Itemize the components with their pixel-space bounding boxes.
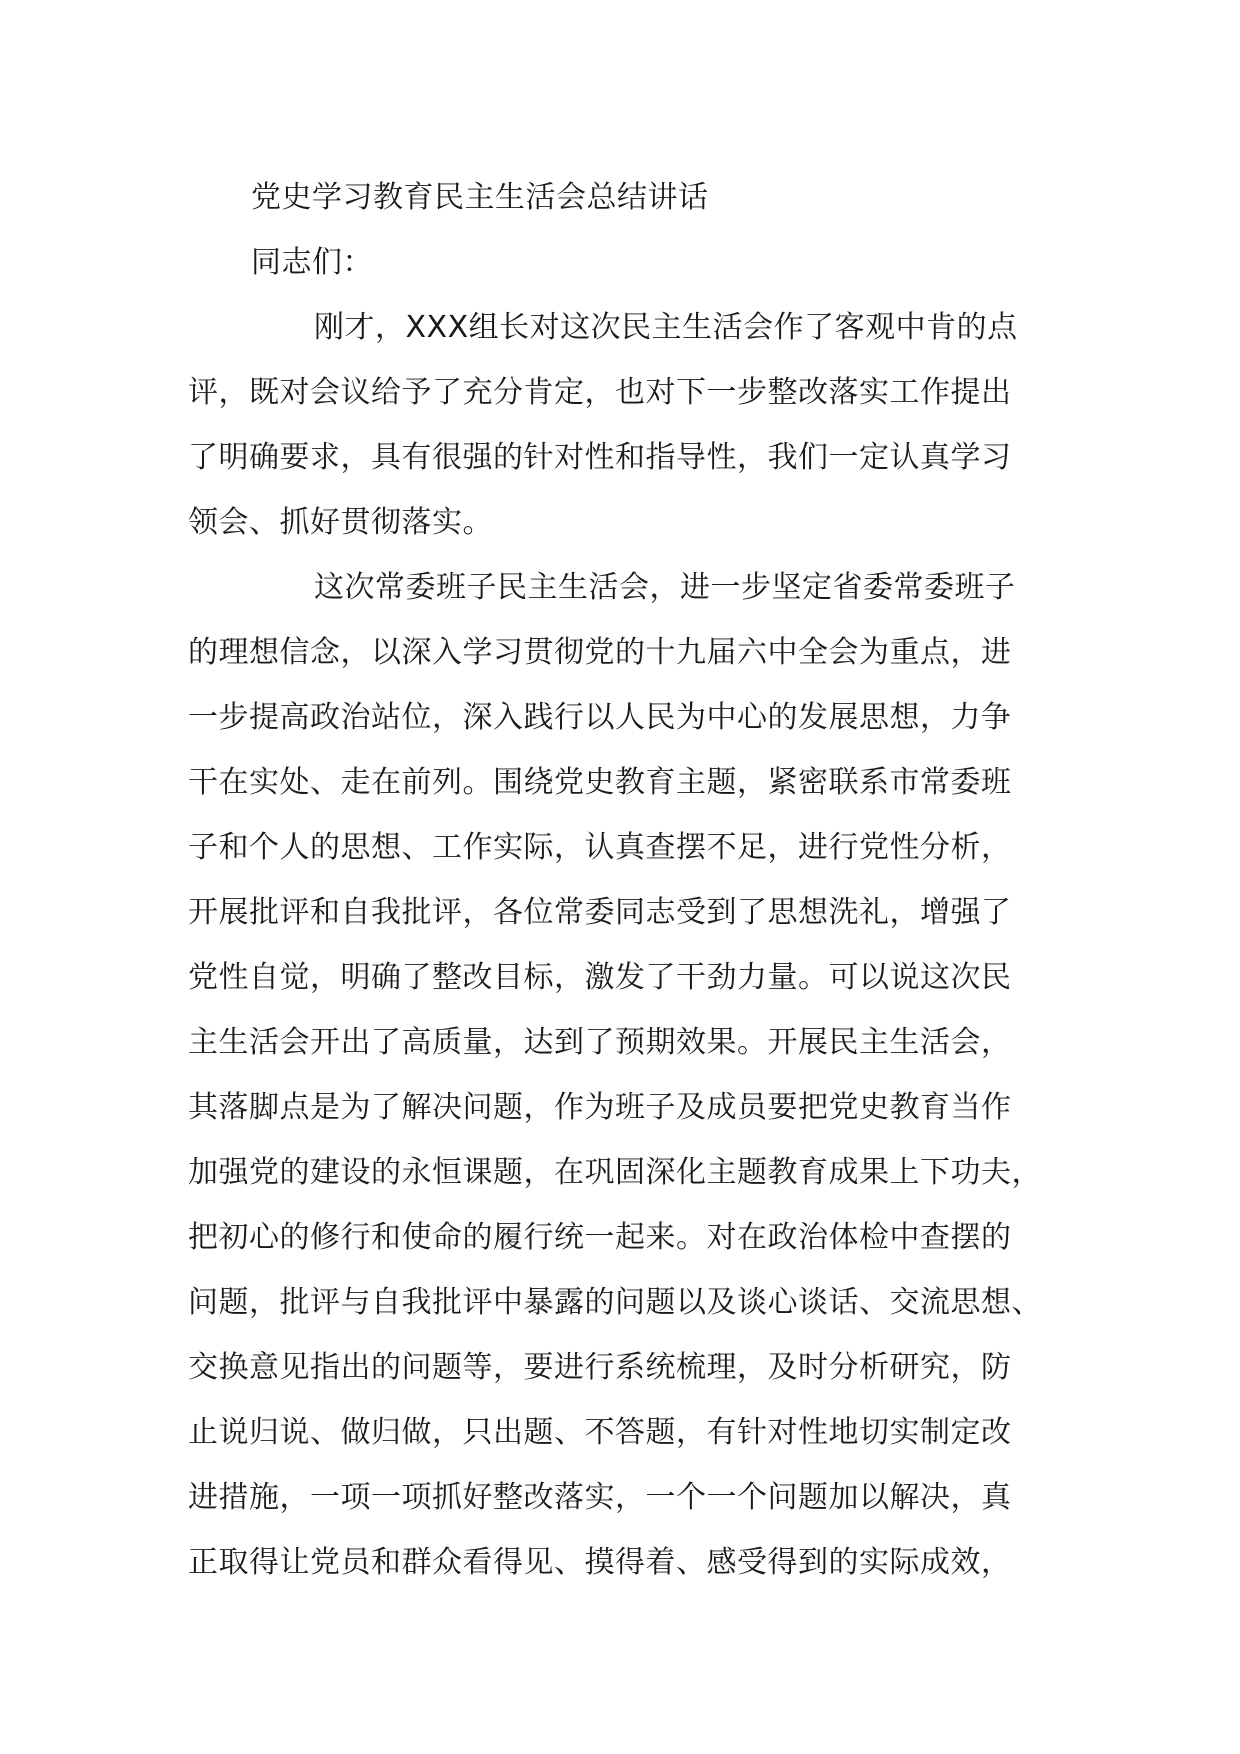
paragraph-2-line-4: 干在实处、走在前列。围绕党史教育主题，紧密联系市常委班 <box>188 765 1012 800</box>
paragraph-1-line-3: 了明确要求，具有很强的针对性和指导性，我们一定认真学习 <box>188 440 1012 475</box>
paragraph-1-line-4: 领会、抓好贯彻落实。 <box>188 505 493 540</box>
paragraph-2-line-16: 正取得让党员和群众看得见、摸得着、感受得到的实际成效， <box>188 1545 1012 1580</box>
greeting: 同志们： <box>251 245 373 280</box>
paragraph-2-line-2: 的理想信念，以深入学习贯彻党的十九届六中全会为重点，进 <box>188 635 1012 670</box>
paragraph-2-line-12: 问题，批评与自我批评中暴露的问题以及谈心谈话、交流思想、 <box>188 1285 1042 1320</box>
paragraph-2-line-10: 加强党的建设的永恒课题，在巩固深化主题教育成果上下功夫， <box>188 1155 1042 1190</box>
paragraph-1-line-1: 刚才，XXX组长对这次民主生活会作了客观中肯的点 <box>314 310 1018 345</box>
paragraph-2-line-6: 开展批评和自我批评，各位常委同志受到了思想洗礼，增强了 <box>188 895 1012 930</box>
paragraph-2-line-1: 这次常委班子民主生活会，进一步坚定省委常委班子 <box>314 570 1016 605</box>
paragraph-2-line-11: 把初心的修行和使命的履行统一起来。对在政治体检中查摆的 <box>188 1220 1012 1255</box>
paragraph-2-line-7: 党性自觉，明确了整改目标，激发了干劲力量。可以说这次民 <box>188 960 1012 995</box>
paragraph-2-line-9: 其落脚点是为了解决问题，作为班子及成员要把党史教育当作 <box>188 1090 1012 1125</box>
paragraph-2-line-5: 子和个人的思想、工作实际，认真查摆不足，进行党性分析， <box>188 830 1012 865</box>
paragraph-2-line-8: 主生活会开出了高质量，达到了预期效果。开展民主生活会， <box>188 1025 1012 1060</box>
paragraph-2-line-14: 止说归说、做归做，只出题、不答题，有针对性地切实制定改 <box>188 1415 1012 1450</box>
paragraph-1-line-2: 评，既对会议给予了充分肯定，也对下一步整改落实工作提出 <box>188 375 1012 410</box>
document-title: 党史学习教育民主生活会总结讲话 <box>251 180 709 215</box>
paragraph-2-line-13: 交换意见指出的问题等，要进行系统梳理，及时分析研究，防 <box>188 1350 1012 1385</box>
paragraph-2-line-3: 一步提高政治站位，深入践行以人民为中心的发展思想，力争 <box>188 700 1012 735</box>
paragraph-2-line-15: 进措施，一项一项抓好整改落实，一个一个问题加以解决，真 <box>188 1480 1012 1515</box>
